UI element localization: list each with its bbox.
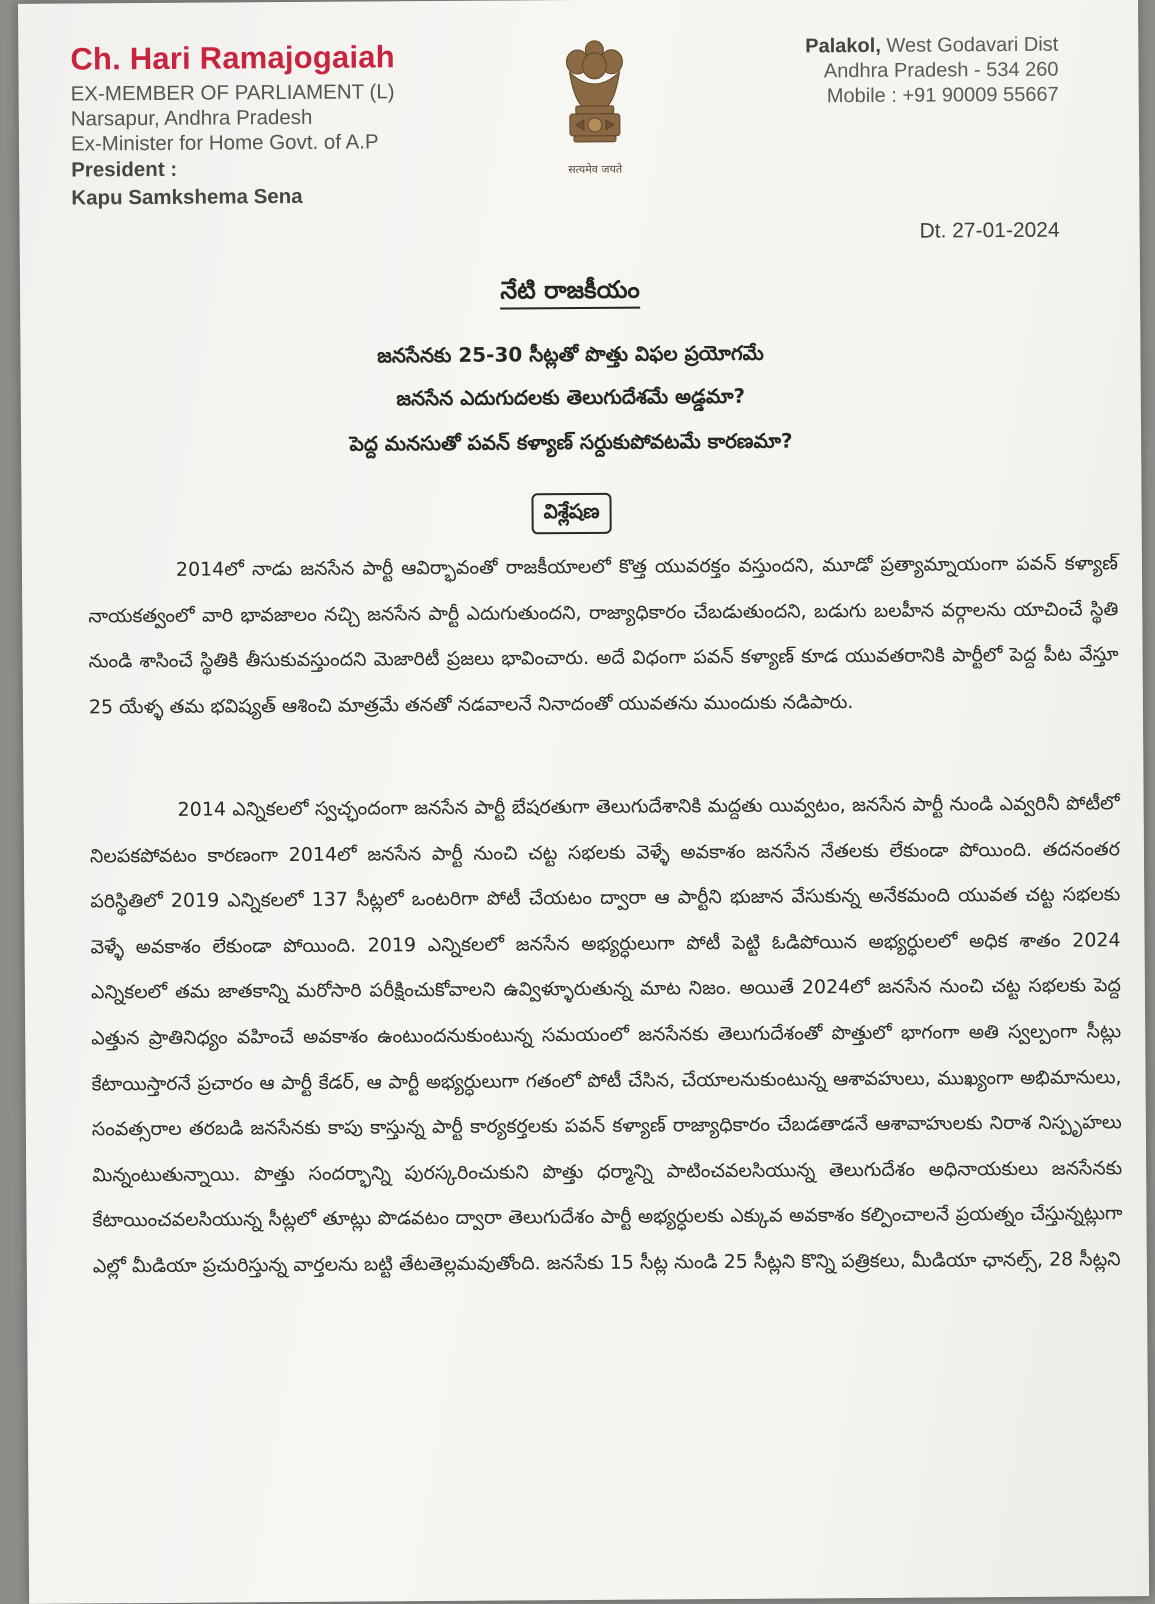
letterhead-left	[70, 39, 396, 212]
address-line-2: Andhra Pradesh - 534 260	[823, 58, 1059, 83]
subtitle-1: జనసేనకు 25-30 సీట్లతో పొత్తు విఫల ప్రయోగమే	[377, 340, 764, 368]
sender-name: Ch. Hari Ramajogaiah	[70, 39, 395, 77]
sender-title-2: Narsapur, Andhra Pradesh	[70, 105, 313, 131]
section-label: విశ్లేషణ	[531, 493, 611, 535]
letter-date: Dt. 27-01-2024	[919, 218, 1060, 243]
subtitle-3: పెద్ద మనసుతో పవన్ కళ్యాణ్ సర్దుకుపోవటమే కారణమా?	[349, 428, 793, 456]
subtitle-2: జనసేన ఎదుగుదలకు తెలుగుదేశమే అడ్డమా?	[396, 383, 746, 411]
letter-page	[18, 0, 1149, 1604]
address-district: West Godavari Dist	[880, 33, 1059, 57]
national-emblem	[554, 36, 635, 178]
sender-title-1: EX-MEMBER OF PARLIAMENT (L)	[70, 80, 395, 106]
document-title-text: నేటి రాజకీయం	[500, 276, 640, 310]
president-label: President :	[71, 157, 178, 182]
document-title	[20, 272, 1120, 314]
lion-capital-icon	[555, 36, 634, 159]
section-label-wrap	[21, 489, 1121, 538]
paragraph-1: 2014లో నాడు జనసేన పార్టీ ఆవిర్భావంతో రాజకీయాలలో కొత్త యువరక్తం వస్తుందని, మూడో ప్రత్యామ్నాయంగా పవన్ కళ్యాణ్ నాయకత్వంలో వారి భావజాలం నచ్చి జనసేన పార్టీ ఎదుగుతుందని, రాజ్యాధికారం చేబడుతుందని, బడుగు బలహీన వర్గాలను యాచించే స్థితి నుండి శాసించే స్థితికి తీసుకువస్తుందని మెజారిటీ ప్రజలు భావించారు. అదే విధంగా పవన్ కళ్యాణ్ కూడ యువతరానికి పార్టీలో పెద్ద పీట వేస్తూ 25 యేళ్ళ తమ భవిష్యత్ ఆశించి మాత్రమే తనతో నడవాలనే నినాదంతో యువతను ముందుకు నడిపారు.	[88, 552, 1119, 719]
organization-name: Kapu Samkshema Sena	[71, 184, 303, 210]
paragraph-2: 2014 ఎన్నికలలో స్వచ్ఛందంగా జనసేన పార్టీ బేషరతుగా తెలుగుదేశానికి మద్దతు యివ్వటం, జనసేన పార్టీ నుండి ఎవ్వరినీ పోటీలో నిలపకపోవటం కారణంగా 2014లో జనసేన పార్టీ నుంచి చట్ట సభలకు వెళ్ళే అవకాశం జనసేన నేతలకు లేకుండా పోయింది. తదనంతర పరిస్థితిలో 2019 ఎన్నికలలో 137 సీట్లలో ఒంటరిగా పోటీ చేయటం ద్వారా ఆ పార్టీని భుజాన వేసుకున్న అనేకమంది యువత చట్ట సభలకు వెళ్ళే అవకాశం లేకుండా పోయింది. 2019 ఎన్నికలలో జనసేన అభ్యర్ధులుగా పోటీ పెట్టి ఓడిపోయిన అభ్యర్ధులలో అధిక శాతం 2024 ఎన్నికలలో తమ జాతకాన్ని మరోసారి పరీక్షించుకోవాలని ఉవ్విళ్ళూరుతున్న మాట నిజం. అయితే 2024లో జనసేన నుంచి చట్ట సభలకు పెద్ద ఎత్తున ప్రాతినిధ్యం వహించే అవకాశం ఉంటుందనుకుంటున్న సమయంలో జనసేనకు తెలుగుదేశంతో పొత్తులో భాగంగా అతి స్వల్పంగా సీట్లు కేటాయిస్తారనే ప్రచారం ఆ పార్టీ కేడర్, ఆ పార్టీ అభ్యర్ధులుగా గతంలో పోటీ చేసిన, చేయాలనుకుంటున్న ఆశావహులు, ముఖ్యంగా అభిమానులు, సంవత్సరాల తరబడి జనసేనకు కాపు కాస్తున్న పార్టీ కార్యకర్తలకు పవన్ కళ్యాణ్ రాజ్యాధికారం చేబడతాడనే ఆశావాహులకు నిరాశ నిస్పృహలు మిన్నంటుతున్నాయి. పొత్తు సందర్భాన్ని పురస్కరించుకుని పొత్తు ధర్మాన్ని పాటించవలసియున్న తెలుగుదేశం అధినాయకులు జనసేనకు కేటాయించవలసియున్న సీట్లలో తూట్లు పొడవటం ద్వారా తెలుగుదేశం పార్టీ అభ్యర్ధులకు ఎక్కువ అవకాశం కల్పించాలనే ప్రయత్నం చేస్తున్నట్లుగా ఎల్లో మీడియా ప్రచురిస్తున్న వార్తలను బట్టి తేటతెల్లమవుతోంది. జనసేకు 15 సీట్ల నుండి 25 సీట్లని కొన్ని పత్రికలు, మీడియా ఛానల్స్, 28 సీట్లని	[89, 792, 1123, 1278]
emblem-motto: सत्यमेव जयते	[568, 162, 623, 177]
mobile-number: Mobile : +91 90009 55667	[826, 83, 1059, 108]
address-line-1	[805, 33, 1058, 60]
letterhead-right	[805, 33, 1059, 110]
address-place: Palakol,	[805, 34, 881, 58]
sender-title-3: Ex-Minister for Home Govt. of A.P	[70, 130, 379, 156]
